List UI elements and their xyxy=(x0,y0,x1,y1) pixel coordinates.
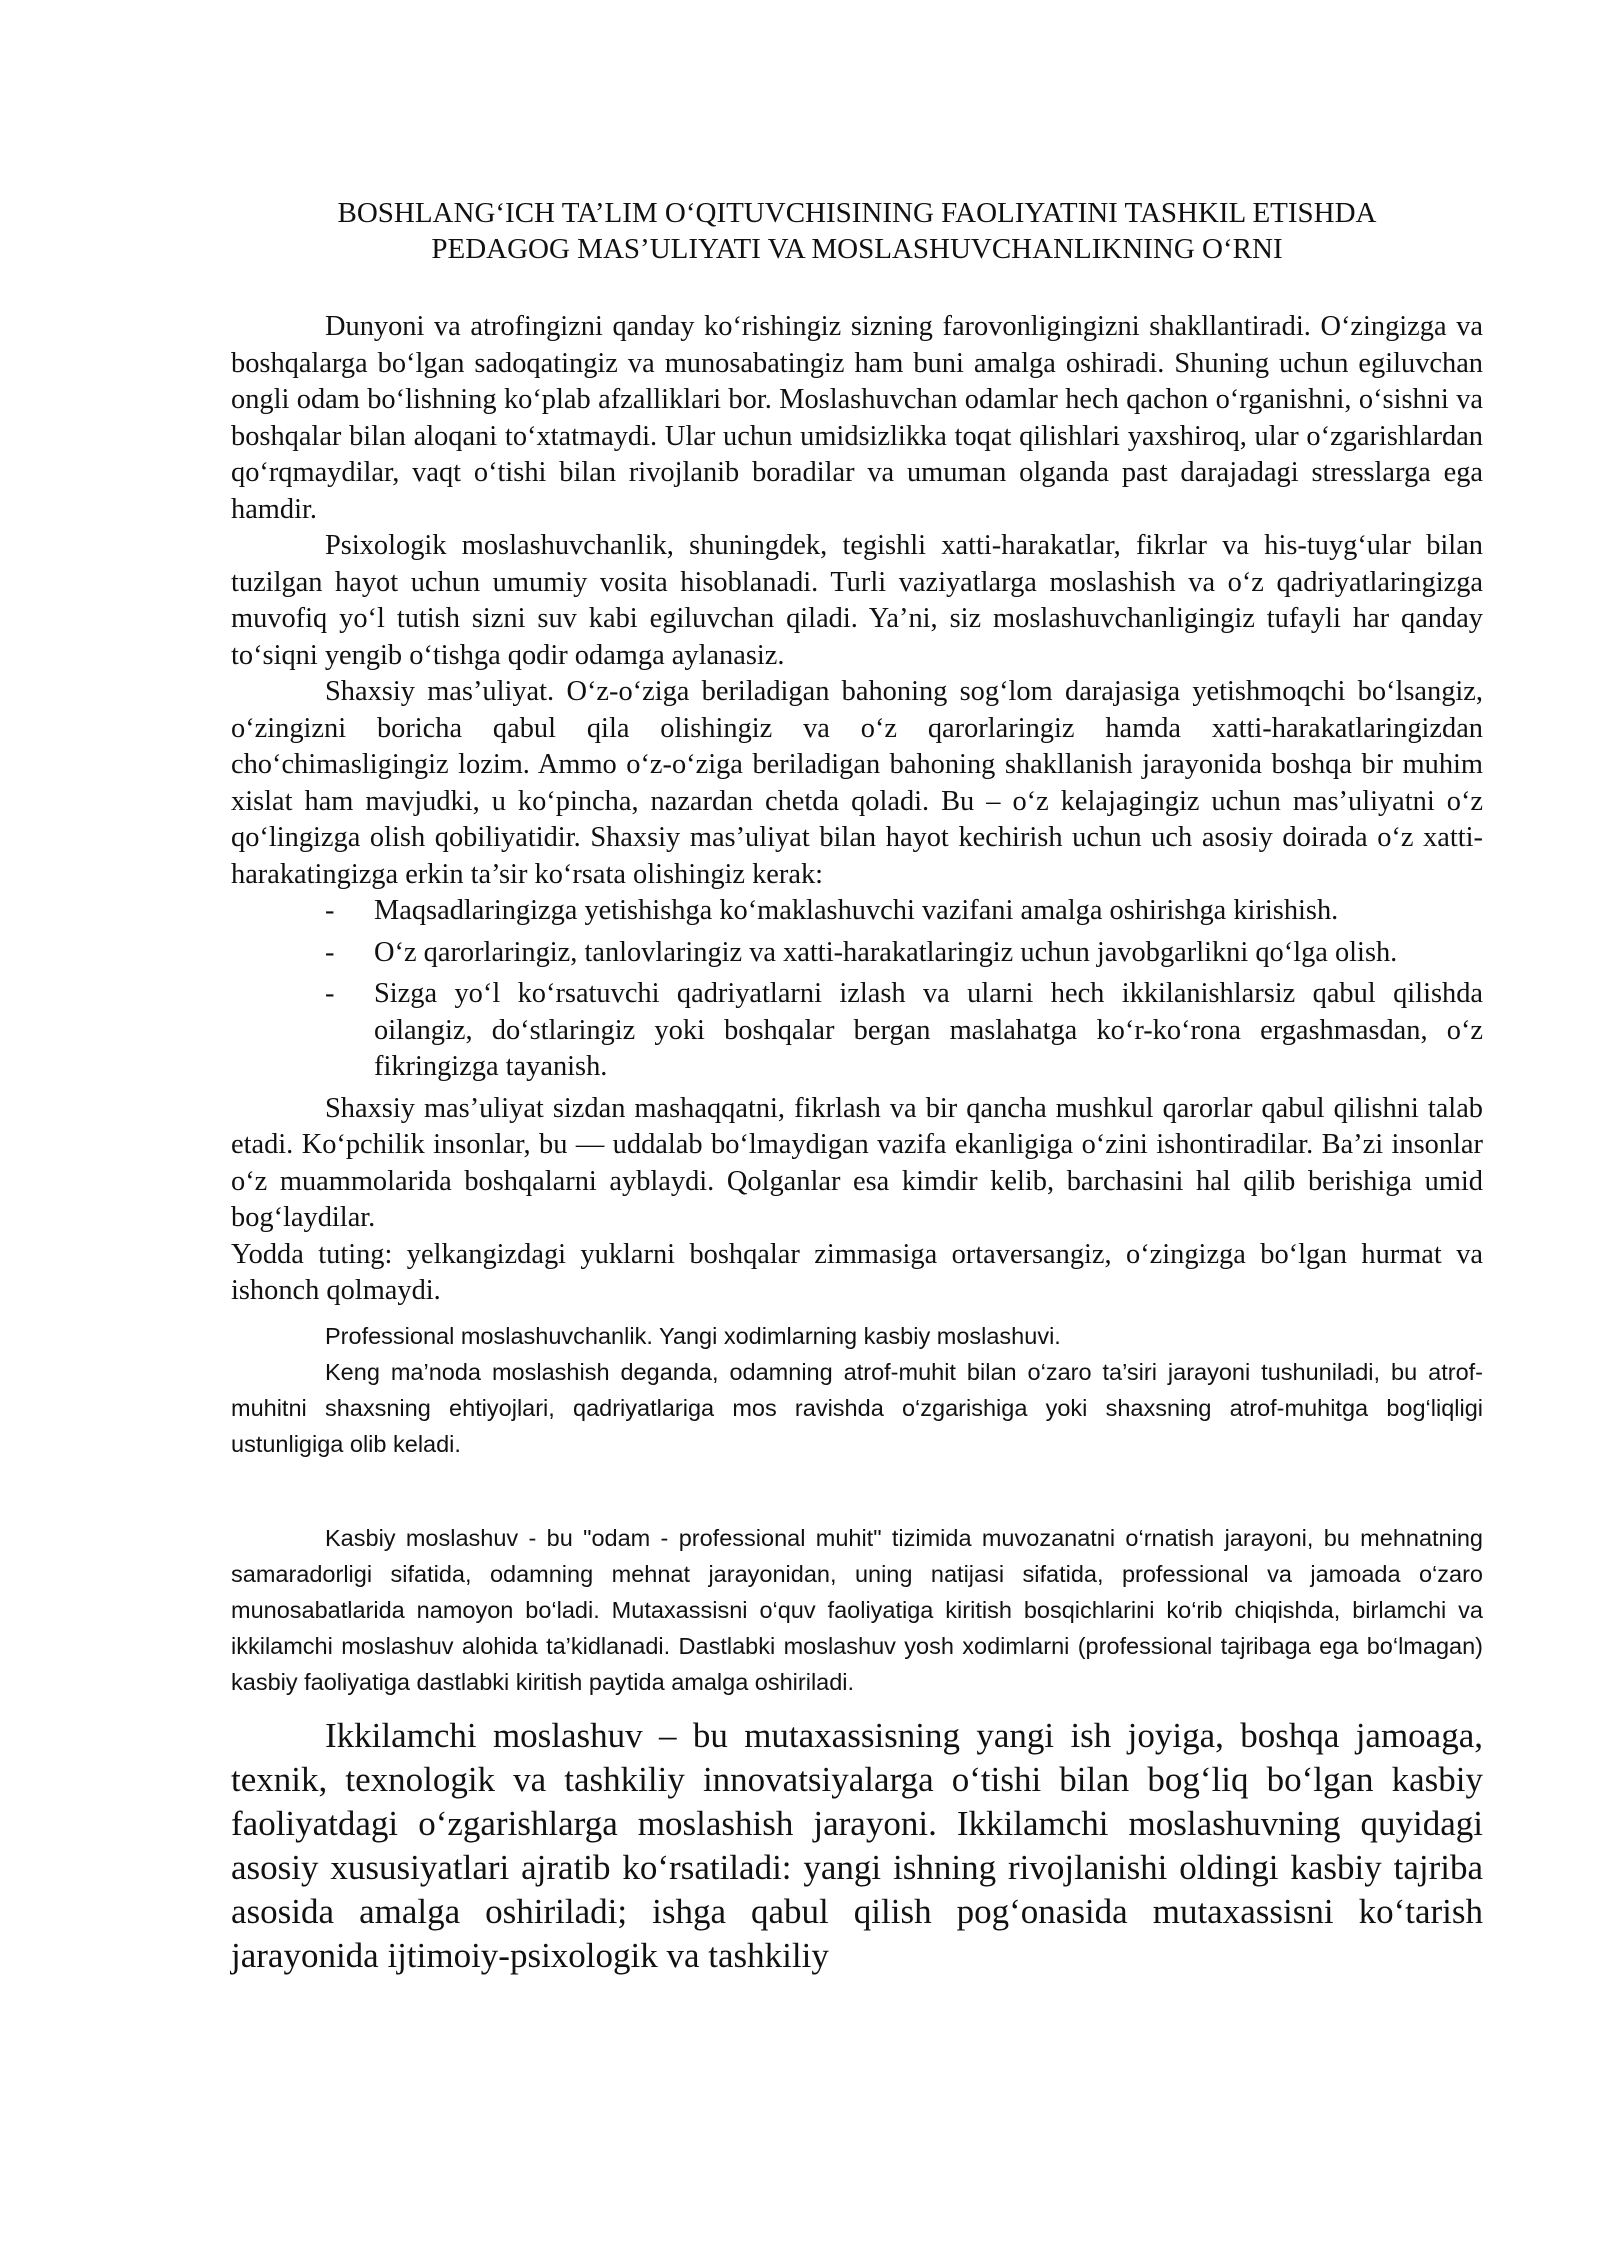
list-dash: - xyxy=(325,978,335,1009)
main-body xyxy=(231,309,1483,1310)
title-line-1: BOSHLANG‘ICH TA’LIM O‘QITUVCHISINING FAOLIYATINI TASHKIL ETISHDA xyxy=(337,197,1377,229)
list-item-text: Maqsadlaringizga yetishishga ko‘maklashuvchi vazifani amalga oshirishga kirishish. xyxy=(374,895,1339,926)
list-dash: - xyxy=(325,936,335,968)
responsibility-list xyxy=(231,893,1483,1086)
paragraph-2: Psixologik moslashuvchanlik, shuningdek, tegishli xatti-harakatlar, fikrlar va his-tuyg‘ular bilan tuzilgan hayot uchun umumiy vosita hisoblanadi. Turli vaziyatlarga moslashish va o‘z qadriyatlaringizga muvofiq yo‘l tutish sizni suv kabi egiluvchan qiladi. Ya’ni, siz moslashuvchanligingiz tufayli har qanday to‘siqni yengib o‘tishga qodir odamga aylanasiz. xyxy=(231,530,1483,671)
paragraph-1: Dunyoni va atrofingizni qanday ko‘rishingiz sizning farovonligingizni shakllantiradi. O‘zingizga va boshqalarga bo‘lgan sadoqatingiz va munosabatingiz ham buni amalga oshiradi. Shuning uchun egiluvchan ongli odam bo‘lishning ko‘plab afzalliklari bor. Moslashuvchan odamlar hech qachon o‘rganishni, o‘sishni va boshqalar bilan aloqani to‘xtatmaydi. Ular uchun umidsizlikka toqat qilishlari yaxshiroq, ular o‘zgarishlardan qo‘rqmaydilar, vaqt o‘tishi bilan rivojlanib boradilar va umuman olganda past darajadagi stresslarga ega hamdir. xyxy=(231,311,1483,525)
paragraph-gap xyxy=(231,1462,1483,1520)
list-item-text: Sizga yo‘l ko‘rsatuvchi qadriyatlarni izlash va ularni hech ikkilanishlarsiz qabul qilishda oilangiz, do‘stlaringiz yoki boshqalar bergan maslahatga ko‘r-ko‘rona ergashmasdan, o‘z fikringizga tayanish. xyxy=(374,978,1483,1082)
paragraph-4: Shaxsiy mas’uliyat sizdan mashaqqatni, fikrlash va bir qancha mushkul qarorlar qabul qilishni talab etadi. Ko‘pchilik insonlar, bu — uddalab bo‘lmaydigan vazifa ekanligiga o‘zini ishontiradilar. Ba’zi insonlar o‘z muammolarida boshqalarni ayblaydi. Qolganlar esa kimdir kelib, barchasini hal qilib berishiga umid bog‘laydilar. xyxy=(231,1092,1483,1233)
list-item xyxy=(231,893,1483,930)
section-paragraph-1: Keng ma’noda moslashish deganda, odamning atrof-muhit bilan o‘zaro ta’siri jarayoni tushuniladi, bu atrof-muhitni shaxsning ehtiyojlari, qadriyatlariga mos ravishda o‘zgarishiga yoki shaxsning atrof-muhitga bog‘liqligi ustunligiga olib keladi. xyxy=(231,1358,1483,1457)
list-item xyxy=(231,976,1483,1086)
paragraph-5: Yodda tuting: yelkangizdagi yuklarni boshqalar zimmasiga ortaversangiz, o‘zingizga bo‘lgan hurmat va ishonch qolmaydi. xyxy=(231,1238,1483,1306)
list-item-text: O‘z qarorlaringiz, tanlovlaringiz va xatti-harakatlaringiz uchun javobgarlikni qo‘lga olish. xyxy=(374,936,1398,968)
paragraph-6: Ikkilamchi moslashuv – bu mutaxassisning yangi ish joyiga, boshqa jamoaga, texnik, texnologik va tashkiliy innovatsiyalarga o‘tishi bilan bog‘liq bo‘lgan kasbiy faoliyatdagi o‘zgarishlarga moslashish jarayoni. Ikkilamchi moslashuvning quyidagi asosiy xususiyatlari ajratib ko‘rsatiladi: yangi ishning rivojlanishi oldingi kasbiy tajriba asosida amalga oshiriladi; ishga qabul qilish pog‘onasida mutaxassisni ko‘tarish jarayonida ijtimoiy-psixologik va tashkiliy xyxy=(231,1715,1483,1975)
section-paragraph-2: Kasbiy moslashuv - bu "odam - professional muhit" tizimida muvozanatni o‘rnatish jarayoni, bu mehnatning samaradorligi sifatida, odamning mehnat jarayonidan, uning natijasi sifatida, professional va jamoada o‘zaro munosabatlarida namoyon bo‘ladi. Mutaxassisni o‘quv faoliyatiga kiritish bosqichlarini ko‘rib chiqishda, birlamchi va ikkilamchi moslashuv alohida ta’kidlanadi. Dastlabki moslashuv yosh xodimlarni (professional tajribaga ega bo‘lmagan) kasbiy faoliyatiga dastlabki kiritish paytida amalga oshiriladi. xyxy=(231,1524,1483,1695)
section-heading: Professional moslashuvchanlik. Yangi xodimlarning kasbiy moslashuvi. xyxy=(325,1322,1061,1349)
paragraph-3: Shaxsiy mas’uliyat. O‘z-o‘ziga beriladigan bahoning sog‘lom darajasiga yetishmoqchi bo‘lsangiz, o‘zingizni boricha qabul qila olishingiz va o‘z qarorlaringiz hamda xatti-harakatlaringizdan cho‘chimasligingiz lozim. Ammo o‘z-o‘ziga beriladigan bahoning shakllanish jarayonida boshqa bir muhim xislat ham mavjudki, u ko‘pincha, nazardan chetda qoladi. Bu – o‘z kelajagingiz uchun mas’uliyatni o‘z qo‘lingizga olish qobiliyatidir. Shaxsiy mas’uliyat bilan hayot kechirish uchun uch asosiy doirada o‘z xatti-harakatingizga erkin ta’sir ko‘rsata olishingiz kerak: xyxy=(231,676,1483,890)
professional-section xyxy=(231,1318,1483,1700)
document-title xyxy=(231,195,1483,267)
closing-section xyxy=(231,1714,1483,1978)
list-dash: - xyxy=(325,895,335,926)
title-line-2: PEDAGOG MAS’ULIYATI VA MOSLASHUVCHANLIKNING O‘RNI xyxy=(431,233,1283,265)
list-item xyxy=(231,935,1483,972)
